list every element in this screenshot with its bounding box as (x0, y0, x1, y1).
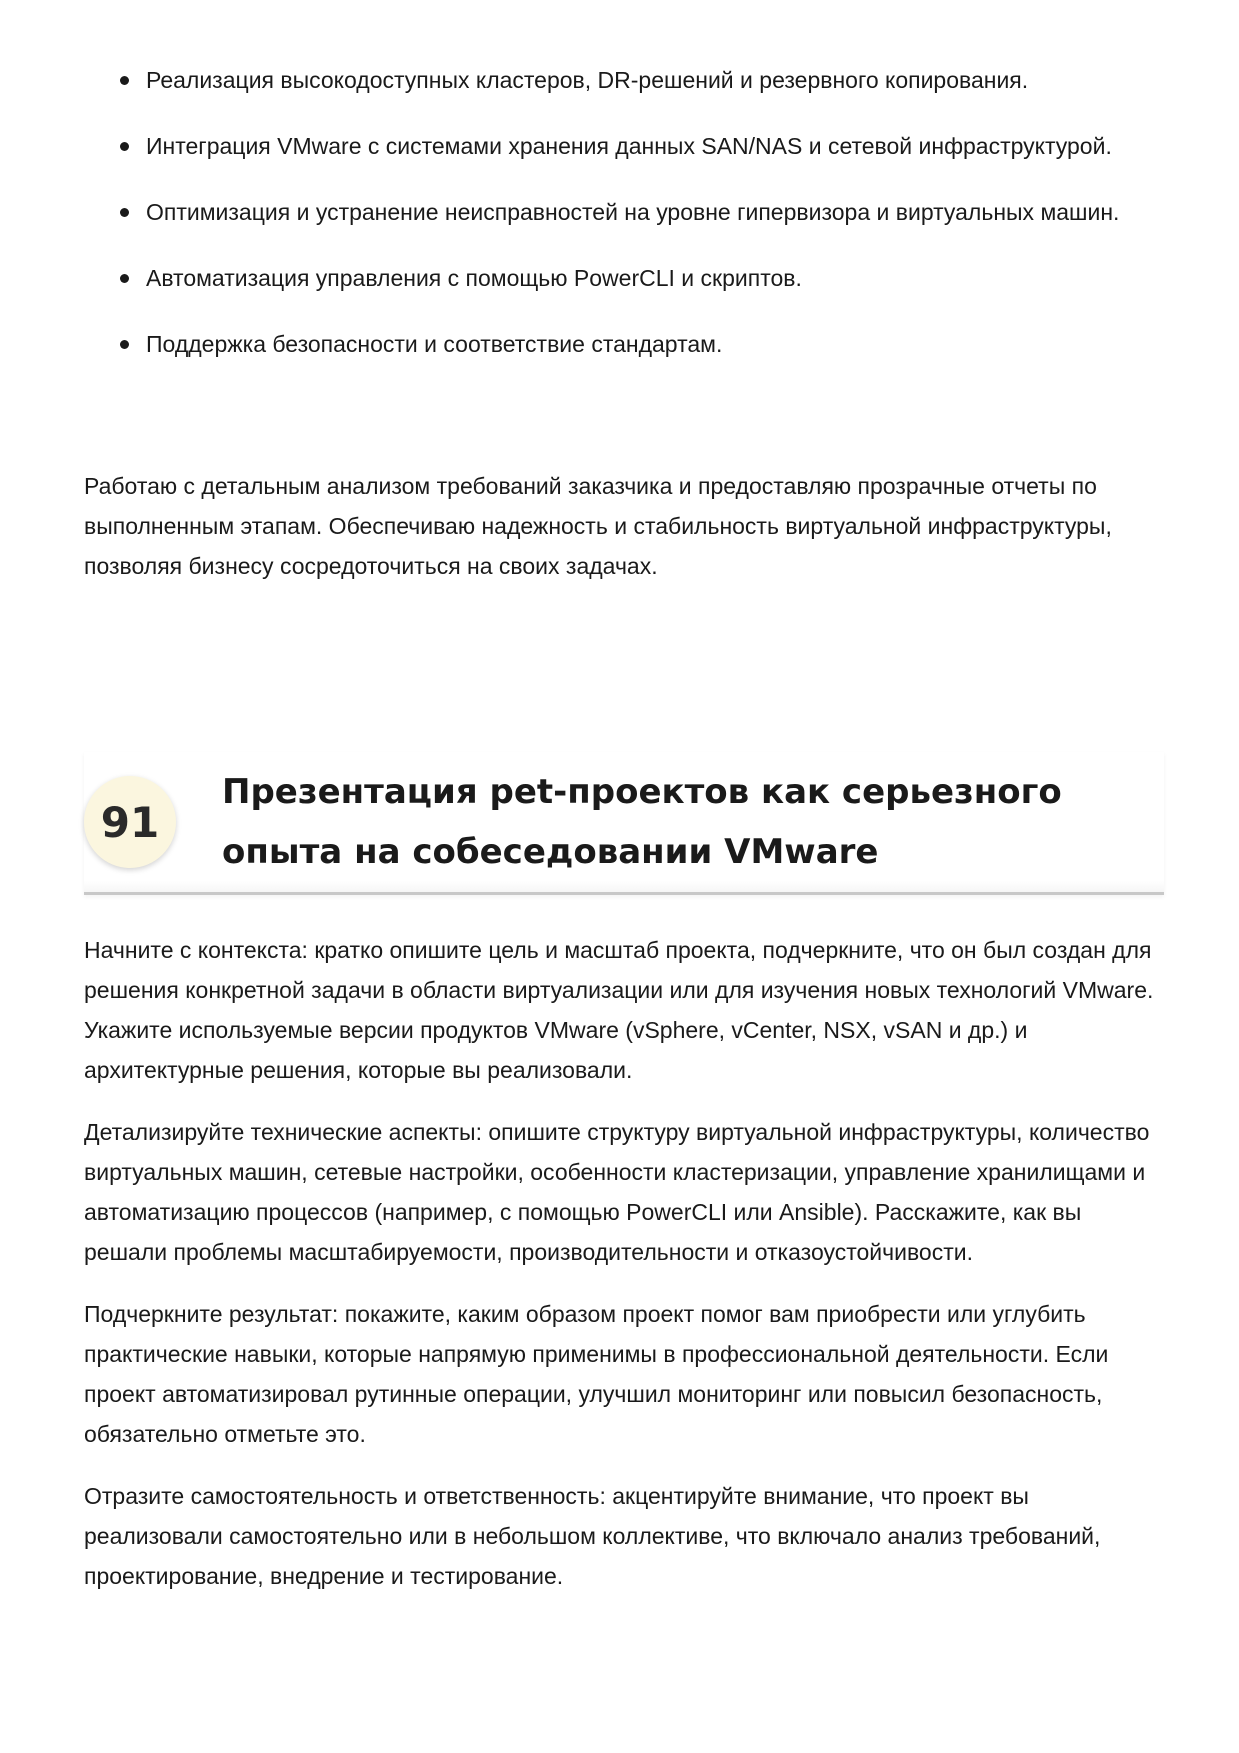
list-item (84, 258, 1164, 298)
bullet-list (84, 60, 1164, 390)
body-paragraph: Подчеркните результат: покажите, каким образом проект помог вам приобрести или углубить практические навыки, которые напрямую применимы в профессиональной деятельности. Если проект автоматизировал рутинные операции, улучшил мониторинг или повысил безопасность, обязательно отметьте это. (84, 1301, 1109, 1447)
list-item (84, 192, 1164, 232)
bullet-icon (120, 142, 129, 151)
intro-paragraph: Работаю с детальным анализом требований заказчика и предоставляю прозрачные отчеты по выполненным этапам. Обеспечиваю надежность и стабильность виртуальной инфраструктуры, позволяя бизнесу сосредоточиться на своих задачах. (84, 473, 1112, 579)
section-number-badge: 91 (84, 776, 176, 868)
bullet-icon (120, 208, 129, 217)
bullet-icon (120, 274, 129, 283)
body-paragraph: Начните с контекста: кратко опишите цель и масштаб проекта, подчеркните, что он был создан для решения конкретной задачи в области виртуализации или для изучения новых технологий VMware. Укажите используемые версии продуктов VMware (vSphere, vCenter, NSX, vSAN и др.) и архитектурные решения, которые вы реализовали. (84, 937, 1154, 1083)
list-item-text: Оптимизация и устранение неисправностей на уровне гипервизора и виртуальных машин. (146, 199, 1120, 225)
section-title: Презентация pet-проектов как серьезного опыта на собеседовании VMware (222, 772, 1062, 872)
body-paragraph: Отразите самостоятельность и ответственность: акцентируйте внимание, что проект вы реализовали самостоятельно или в небольшом коллективе, что включало анализ требований, проектирование, внедрение и тестирование. (84, 1483, 1101, 1589)
section-body (84, 930, 1164, 1618)
list-item-text: Автоматизация управления с помощью PowerCLI и скриптов. (146, 265, 802, 291)
list-item (84, 324, 1164, 364)
bullet-icon (120, 340, 129, 349)
list-item-text: Реализация высокодоступных кластеров, DR-решений и резервного копирования. (146, 67, 1029, 93)
list-item-text: Поддержка безопасности и соответствие стандартам. (146, 331, 723, 357)
list-item (84, 126, 1164, 166)
list-item (84, 60, 1164, 100)
bullet-icon (120, 76, 129, 85)
list-item-text: Интеграция VMware с системами хранения данных SAN/NAS и сетевой инфраструктурой. (146, 133, 1112, 159)
body-paragraph: Детализируйте технические аспекты: опишите структуру виртуальной инфраструктуры, количество виртуальных машин, сетевые настройки, особенности кластеризации, управление хранилищами и автоматизацию процессов (например, с помощью PowerCLI или Ansible). Расскажите, как вы решали проблемы масштабируемости, производительности и отказоустойчивости. (84, 1119, 1150, 1265)
section-header (84, 752, 1164, 895)
